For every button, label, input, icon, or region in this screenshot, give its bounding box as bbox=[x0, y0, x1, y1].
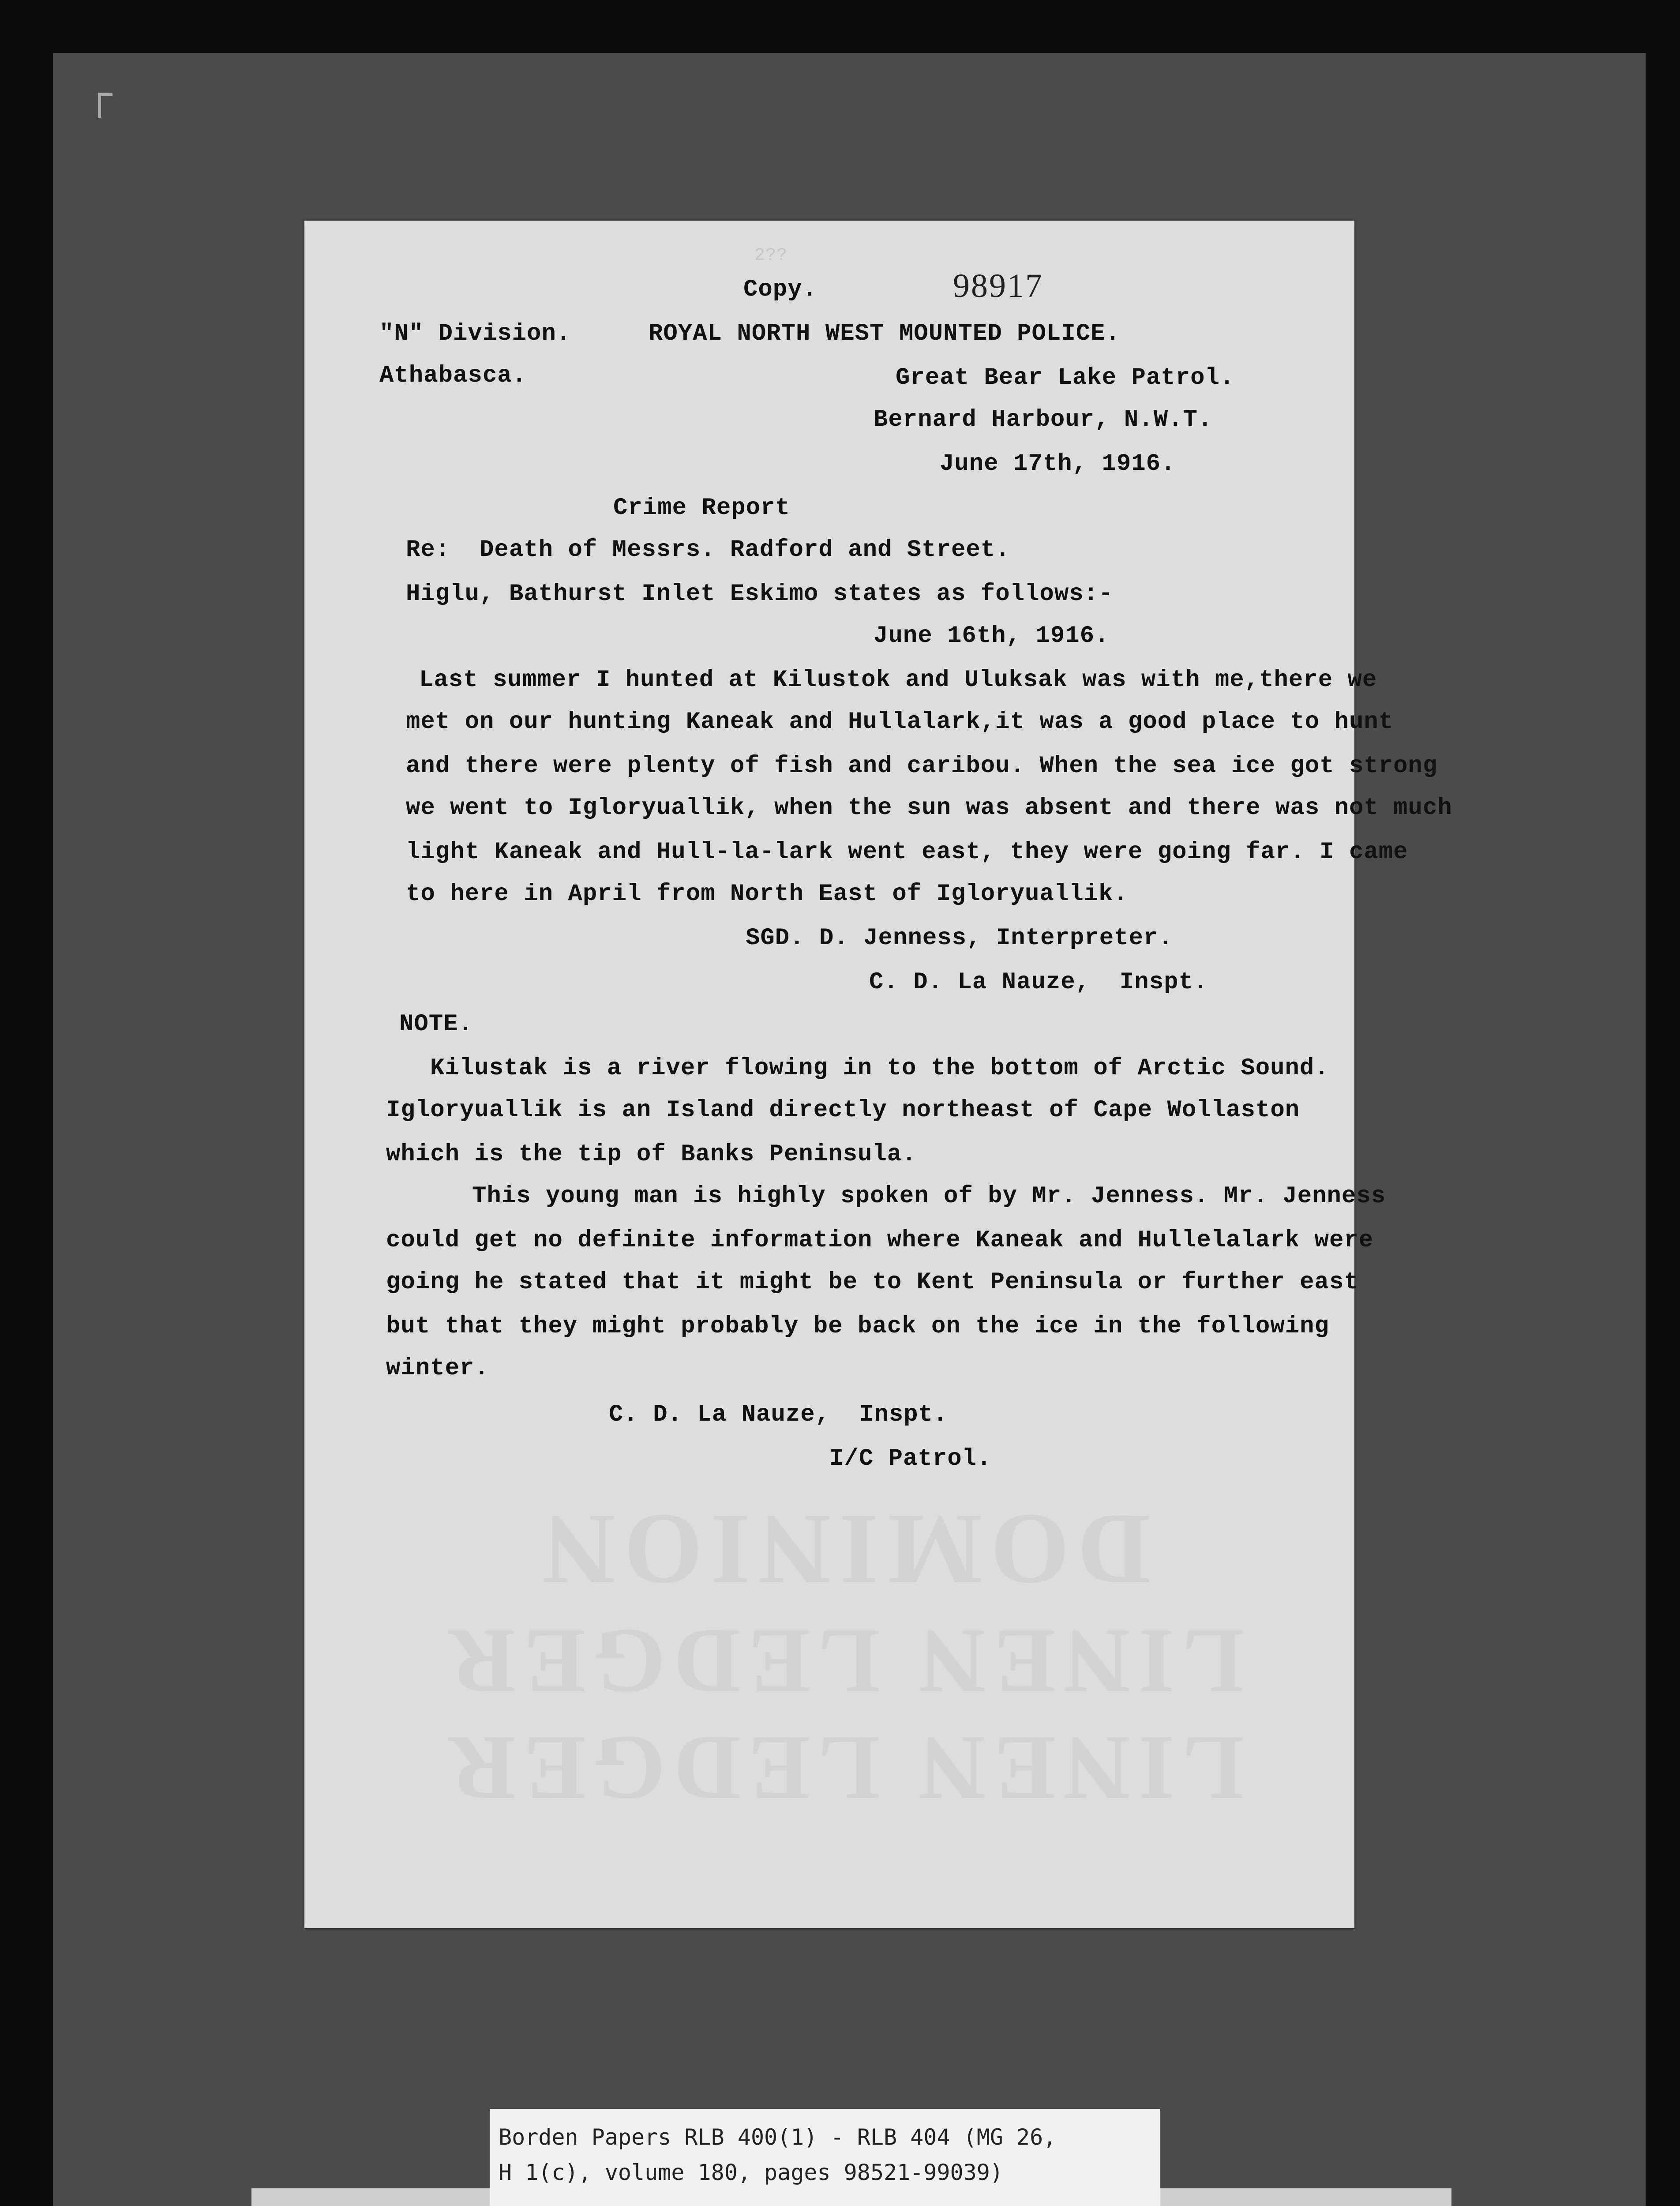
organization: ROYAL NORTH WEST MOUNTED POLICE. bbox=[649, 320, 1120, 347]
note-line: but that they might probably be back on the ice in the following bbox=[386, 1313, 1329, 1340]
watermark-line: LINEN LEDGER bbox=[441, 1610, 1245, 1713]
reference-line: H 1(c), volume 180, pages 98521-99039) bbox=[499, 2160, 1003, 2185]
faint-mark: 2?? bbox=[754, 246, 788, 266]
statement-line: light Kaneak and Hull-la-lark went east, they were going far. I came bbox=[406, 839, 1408, 866]
report-title: Crime Report bbox=[613, 495, 790, 521]
statement-line: we went to Igloryuallik, when the sun was absent and there was not much bbox=[406, 795, 1452, 822]
sgd-inspector: C. D. La Nauze, Inspt. bbox=[869, 969, 1208, 996]
location: Bernard Harbour, N.W.T. bbox=[874, 406, 1213, 433]
watermark-line: DOMINION bbox=[534, 1493, 1151, 1606]
district: Athabasca. bbox=[379, 362, 527, 389]
statement-intro: Higlu, Bathurst Inlet Eskimo states as follows:- bbox=[406, 581, 1114, 608]
patrol-name: Great Bear Lake Patrol. bbox=[896, 364, 1235, 391]
corner-crop-mark bbox=[98, 93, 112, 118]
note-line: Igloryuallik is an Island directly northeast of Cape Wollaston bbox=[386, 1097, 1300, 1124]
note-line: Kilustak is a river flowing in to the bottom of Arctic Sound. bbox=[430, 1055, 1329, 1082]
report-sheet bbox=[304, 221, 1452, 1928]
reference-label bbox=[490, 2109, 1160, 2206]
paper-watermark bbox=[424, 1491, 1262, 1821]
division: "N" Division. bbox=[379, 320, 571, 347]
signature-name: C. D. La Nauze, Inspt. bbox=[609, 1401, 948, 1428]
signature-title: I/C Patrol. bbox=[829, 1445, 992, 1472]
note-line: which is the tip of Banks Peninsula. bbox=[386, 1141, 917, 1168]
copy-label: Copy. bbox=[743, 276, 818, 303]
reference-line: Borden Papers RLB 400(1) - RLB 404 (MG 26, bbox=[499, 2124, 1057, 2150]
note-line: could get no definite information where Kaneak and Hullelalark were bbox=[386, 1227, 1374, 1254]
report-subject: Re: Death of Messrs. Radford and Street. bbox=[406, 536, 1010, 563]
statement-line: met on our hunting Kaneak and Hullalark,it was a good place to hunt bbox=[406, 709, 1394, 735]
statement-line: and there were plenty of fish and caribou. When the sea ice got strong bbox=[406, 753, 1438, 780]
note-line: This young man is highly spoken of by Mr. Jenness. Mr. Jenness bbox=[472, 1183, 1386, 1210]
statement-line: Last summer I hunted at Kilustok and Uluksak was with me,there we bbox=[419, 667, 1377, 694]
note-line: going he stated that it might be to Kent Peninsula or further east bbox=[386, 1269, 1359, 1296]
statement-date: June 16th, 1916. bbox=[874, 623, 1110, 649]
note-line: winter. bbox=[386, 1355, 489, 1382]
document-number: 98917 bbox=[953, 267, 1043, 304]
statement-line: to here in April from North East of Igloryuallik. bbox=[406, 881, 1128, 908]
sgd-interpreter: SGD. D. Jenness, Interpreter. bbox=[746, 925, 1173, 952]
report-date: June 17th, 1916. bbox=[940, 450, 1176, 477]
watermark-line: LINEN LEDGER bbox=[441, 1717, 1245, 1820]
note-label: NOTE. bbox=[399, 1011, 473, 1038]
